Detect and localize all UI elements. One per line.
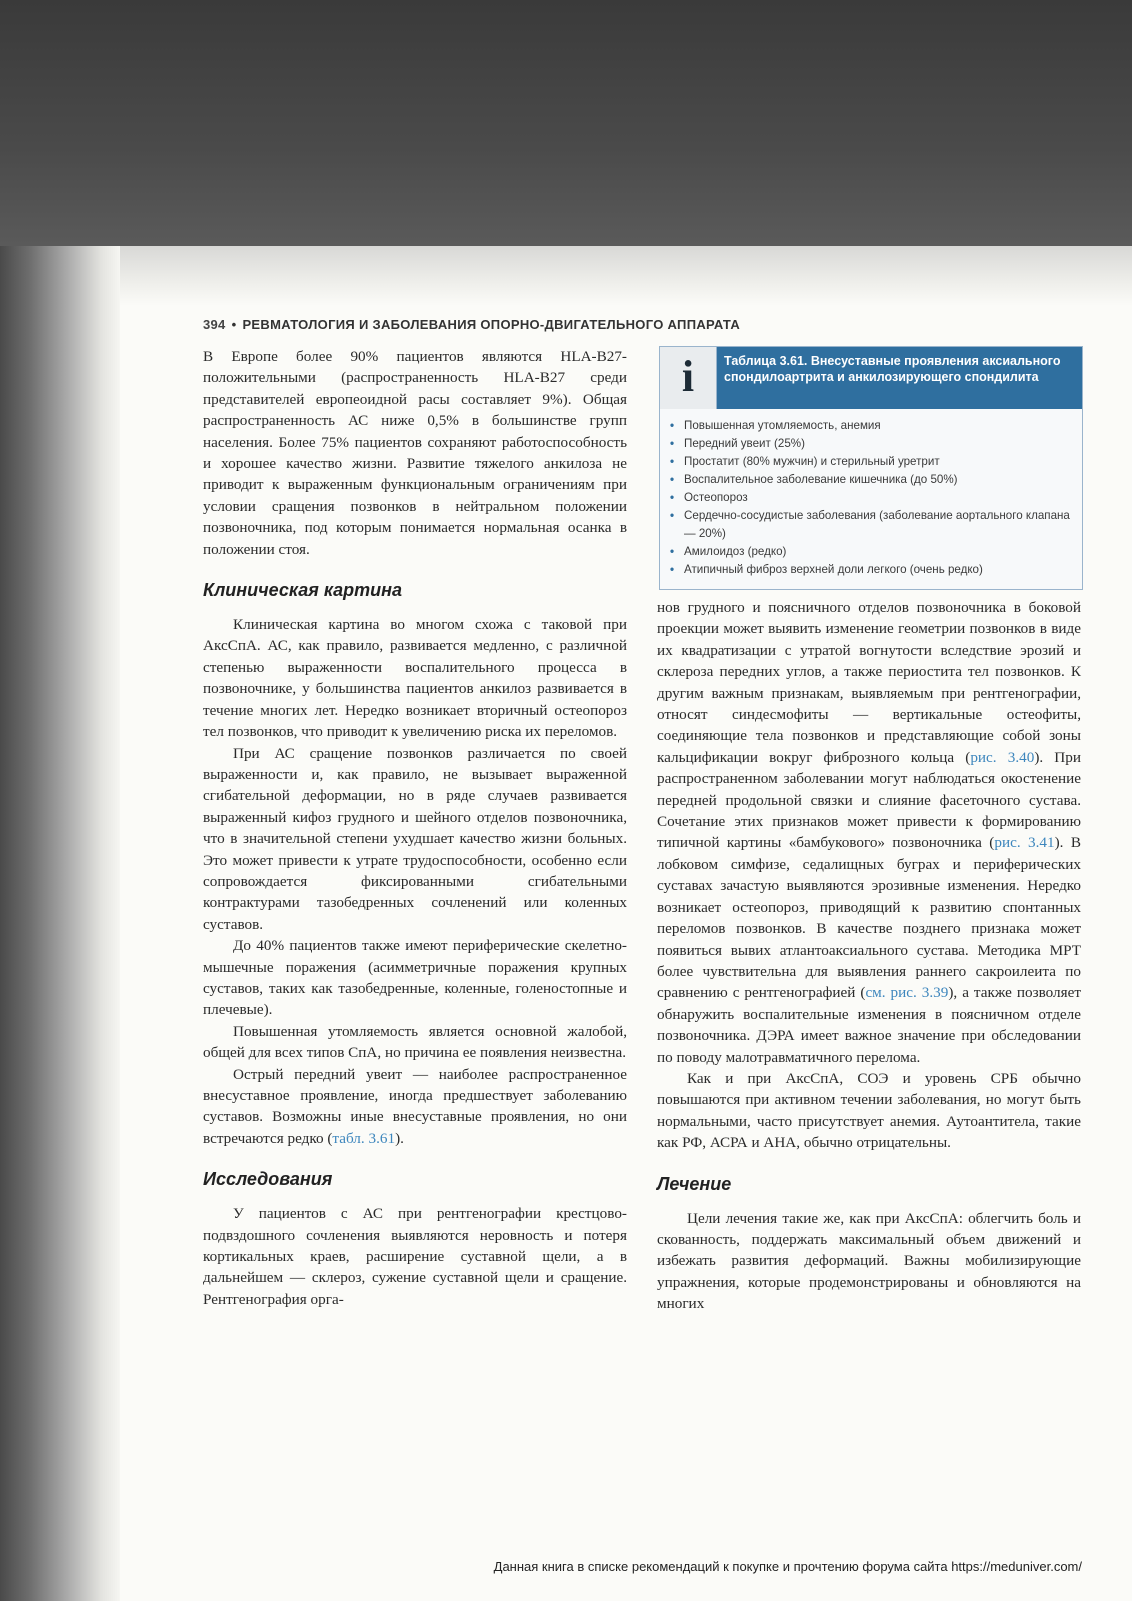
bullet-icon: • [670, 419, 675, 432]
page-number: 394 [203, 317, 226, 332]
paragraph-radiography [657, 597, 1081, 1068]
list-item [668, 417, 1074, 435]
scan-binding-shadow [0, 246, 120, 1601]
bullet-icon: • [670, 473, 675, 486]
list-item-text: Сердечно-сосудистые заболевания (заболевание аортального клапана — 20%) [684, 509, 1070, 540]
paragraph-treatment-1: Цели лечения такие же, как при АксСпА: облегчить боль и скованность, поддержать максимальный объем движений и избежать развития деформаций. Важны мобилизирующие упражнения, которые продемонстрированы и обновляются на многих [657, 1209, 1081, 1313]
list-item [668, 453, 1074, 471]
list-item [668, 489, 1074, 507]
list-item [668, 507, 1074, 543]
paragraph-lab-tests: Как и при АксСпА, СОЭ и уровень СРБ обычно повышаются при активном течении заболевания, но могут быть нормальными, часто присутствует анемия. Аутоантитела, такие как РФ, АСРА и АНА, обычно отрицательны. [657, 1069, 1081, 1152]
paragraph-text: ). [395, 1129, 404, 1147]
list-item [668, 561, 1074, 579]
info-icon: i [681, 352, 695, 401]
running-header [203, 317, 1083, 332]
paragraph-clinical-2: При АС сращение позвонков различается по своей выраженности и, как правило, не вызывает выраженной сгибательной деформации, но в ряде случаев развивается выраженный кифоз грудного и шейного отделов позвоночника, что в значительной степени ухудшает качество жизни больных. Это может привести к утрате трудоспособности, особенно если сопровождается фиксированными сгибательными контрактурами тазобедренных сочленений или коленных суставов. [203, 744, 627, 933]
paragraph-clinical-4: Повышенная утомляемость является основной жалобой, общей для всех типов СпА, но причина ее появления неизвестна. [203, 1022, 627, 1062]
list-item-text: Атипичный фиброз верхней доли легкого (очень редко) [684, 563, 983, 576]
section-heading-clinical: Клиническая картина [203, 580, 403, 601]
table-3-61 [659, 346, 1083, 590]
list-item-text: Воспалительное заболевание кишечника (до 50%) [684, 473, 958, 486]
bullet-icon: • [670, 437, 675, 450]
list-item [668, 543, 1074, 561]
paragraph-investigations-1: У пациентов с АС при рентгенографии крестцово-подвздошного сочленения выявляются неровность и потеря кортикальных краев, расширение суставной щели, а в дальнейшем — склероз, сужение суставной щели и сращение. Рентгенография орга- [203, 1205, 627, 1308]
list-item-text: Амилоидоз (редко) [684, 545, 787, 558]
list-item [668, 471, 1074, 489]
paragraph-text: ). В лобковом симфизе, седалищных буграх и периферических суставах зачастую выявляются эрозивные изменения. Нередко возникает остеопороз, приводящий к развитию спонтанных переломов позвонков. В качестве позднего признака может появиться вывих атлантоаксиального сустава. Методика МРТ более чувствительна для выявления раннего сакроилеита по сравнению с рентгенографией ( [657, 834, 1081, 1002]
bullet-icon: • [670, 563, 675, 576]
chapter-title: РЕВМАТОЛОГИЯ И ЗАБОЛЕВАНИЯ ОПОРНО-ДВИГАТЕЛЬНОГО АППАРАТА [242, 317, 741, 332]
footer-note: Данная книга в списке рекомендаций к покупке и прочтению форума сайта https://meduniver.com/ [493, 1559, 1082, 1574]
paragraph-text: Острый передний увеит — наиболее распространенное внесуставное проявление, иногда предшествует заболеванию суставов. Возможны иные внесуставные проявления, но они встречаются редко ( [203, 1065, 627, 1147]
bullet-icon: • [670, 491, 675, 504]
figure-reference-link[interactable]: рис. 3.41 [994, 834, 1055, 852]
bullet-icon: • [670, 509, 675, 522]
list-item-text: Простатит (80% мужчин) и стерильный уретрит [684, 455, 940, 468]
list-item [668, 435, 1074, 453]
scan-dark-background [0, 0, 1132, 246]
paragraph-text: ). При распространенном заболевании могут наблюдаться окостенение передней продольной связки и слияние фасеточного сустава. Сочетание этих признаков может привести к формированию типичной картины «бамбукового» позвоночника ( [657, 748, 1081, 852]
paragraph-clinical-5 [203, 1064, 627, 1150]
table-list [668, 417, 1074, 579]
paragraph-prevalence: В Европе более 90% пациентов являются HLA-B27-положительными (распространенность HLA-B27 среди представителей европеоидной расы составляет 9%). Общая распространенность АС ниже 0,5% в большинстве групп населения. Более 75% пациентов сохраняют работоспособность и хорошее качество жизни. Развитие тяжелого анкилоза не приводит к выраженным функциональным ограничениям при условии сращения позвонков в нейтральном положении позвоночника, под которым понимается нормальная осанка в положении стоя. [203, 348, 627, 558]
list-item-text: Передний увеит (25%) [684, 437, 805, 450]
header-separator: • [231, 317, 237, 332]
list-item-text: Остеопороз [684, 491, 748, 504]
bullet-icon: • [670, 455, 675, 468]
section-heading-treatment: Лечение [657, 1173, 732, 1194]
left-column [203, 346, 627, 1310]
paragraph-text: ), а также позволяет обнаружить воспалительные изменения в поясничном отделе позвоночника. ДЭРА имеет важное значение при обследовании по поводу малотравматичного перелома. [657, 984, 1081, 1066]
paragraph-clinical-3: До 40% пациентов также имеют периферические скелетно-мышечные поражения (асимметричные поражения крупных суставов, таких как тазобедренные, коленные, голеностопные и плечевые). [203, 937, 627, 1019]
figure-reference-link[interactable]: рис. 3.40 [970, 748, 1035, 766]
scan-page-shade [120, 246, 1132, 306]
right-column [657, 597, 1081, 1315]
list-item-text: Повышенная утомляемость, анемия [684, 419, 881, 432]
table-title: Таблица 3.61. Внесуставные проявления аксиального спондилоартрита и анкилозирующего спондилита [724, 354, 1061, 384]
table-reference-link[interactable]: табл. 3.61 [332, 1129, 396, 1147]
bullet-icon: • [670, 545, 675, 558]
paragraph-text: нов грудного и поясничного отделов позвоночника в боковой проекции может выявить изменение геометрии позвонков в виде их квадратизации с утратой вогнутости вследствие эрозий и склероза передних углов, а также периостита тел позвонков. К другим важным признакам, выявляемым при рентгенографии, относят синдесмофиты — вертикальные остеофиты, соединяющие тела позвонков и представляющие собой зоны кальцификации вокруг фиброзного кольца ( [657, 599, 1081, 766]
figure-reference-link[interactable]: см. рис. 3.39 [865, 984, 949, 1002]
section-heading-investigations: Исследования [203, 1169, 333, 1190]
paragraph-clinical-1: Клиническая картина во многом схожа с таковой при АксСпА. АС, как правило, развивается медленно, с различной степенью выраженности воспалительного процесса в позвоночнике, у большинства пациентов анкилоз развивается в течение многих лет. Нередко возникает вторичный остеопороз тел позвонков, что приводит к увеличению риска их переломов. [203, 616, 627, 741]
